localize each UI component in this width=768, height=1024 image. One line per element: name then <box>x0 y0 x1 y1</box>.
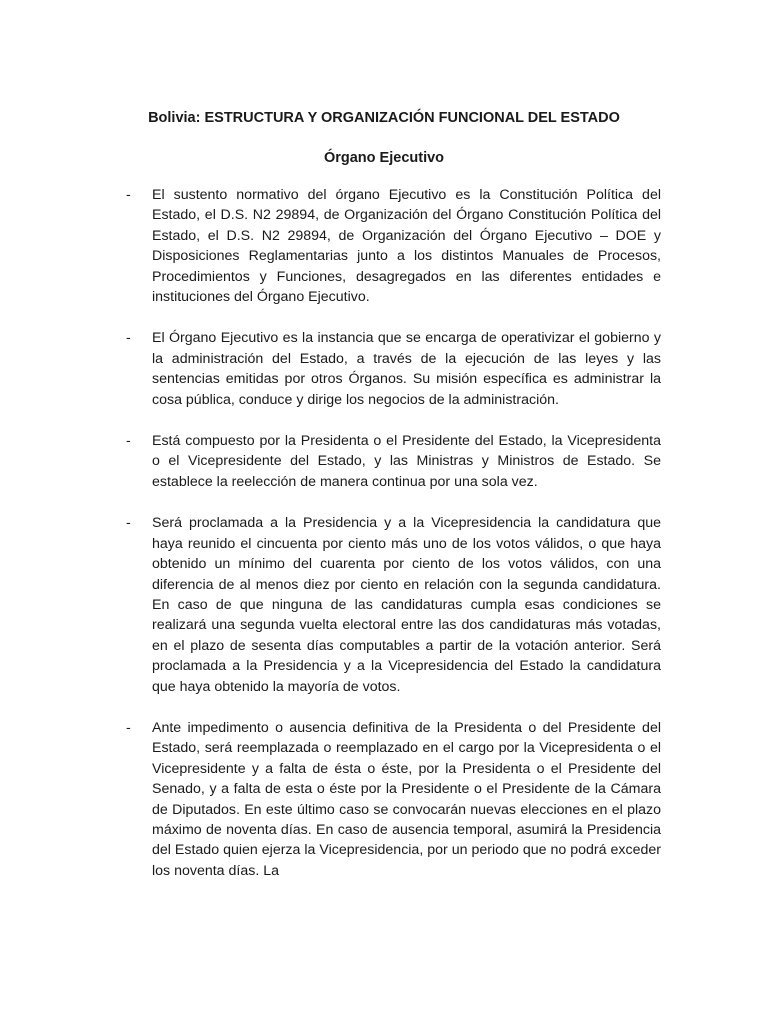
paragraph-text: Será proclamada a la Presidencia y a la Vicepresidencia la candidatura que haya reunido el cincuenta por ciento más uno de los votos válidos, o que haya obtenido un mínimo del cuarenta por ciento de los votos válidos, con una diferencia de al menos diez por ciento en relación con la segunda candidatura. En caso de que ninguna de las candidaturas cumpla esas condiciones se realizará una segunda vuelta electoral entre las dos candidaturas más votadas, en el plazo de sesenta días computables a partir de la votación anterior. Será proclamada a la Presidencia y a la Vicepresidencia del Estado la candidatura que haya obtenido la mayoría de votos. <box>152 515 661 695</box>
paragraph-text: Está compuesto por la Presidenta o el Presidente del Estado, la Vicepresidenta o el Vicepresidente del Estado, y las Ministras y Ministros de Estado. Se establece la reelección de manera continua por una sola vez. <box>152 433 661 490</box>
paragraph-text: El Órgano Ejecutivo es la instancia que se encarga de operativizar el gobierno y la administración del Estado, a través de la ejecución de las leyes y las sentencias emitidas por otros Órganos. Su misión específica es administrar la cosa pública, conduce y dirige los negocios de la administración. <box>152 330 661 408</box>
bullet-dash: - <box>126 719 131 736</box>
bullet-dash: - <box>126 187 131 203</box>
bullet-dash: - <box>126 515 131 532</box>
list-item <box>126 513 661 697</box>
paragraph-list <box>126 185 661 902</box>
document-title: Bolivia: ESTRUCTURA Y ORGANIZACIÓN FUNCIONAL DEL ESTADO <box>148 110 620 126</box>
list-item <box>126 185 661 307</box>
paragraph-text: El sustento normativo del órgano Ejecutivo es la Constitución Política del Estado, el D.S. N2 29894, de Organización del Órgano Constitución Política del Estado, el D.S. N2 29894, de Organización del Órgano Ejecutivo – DOE y Disposiciones Reglamentarias junto a los distintos Manuales de Procesos, Procedimientos y Funciones, desagregados en las diferentes entidades e instituciones del Órgano Ejecutivo. <box>152 187 661 306</box>
bullet-dash: - <box>126 433 131 450</box>
list-item <box>126 328 661 410</box>
list-item <box>126 431 661 492</box>
list-item <box>126 718 661 881</box>
document-subtitle: Órgano Ejecutivo <box>323 150 445 166</box>
paragraph-text: Ante impedimento o ausencia definitiva de la Presidenta o del Presidente del Estado, será reemplazada o reemplazado en el cargo por la Vicepresidenta o el Vicepresidente y a falta de ésta o éste, por la Presidenta o el Presidente del Senado, y a falta de esta o éste por la Presidente o el Presidente de la Cámara de Diputados. En este último caso se convocarán nuevas elecciones en el plazo máximo de noventa días. En caso de ausencia temporal, asumirá la Presidencia del Estado quien ejerza la Vicepresidencia, por un periodo que no podrá exceder los noventa días. La <box>152 719 661 879</box>
bullet-dash: - <box>126 330 131 347</box>
